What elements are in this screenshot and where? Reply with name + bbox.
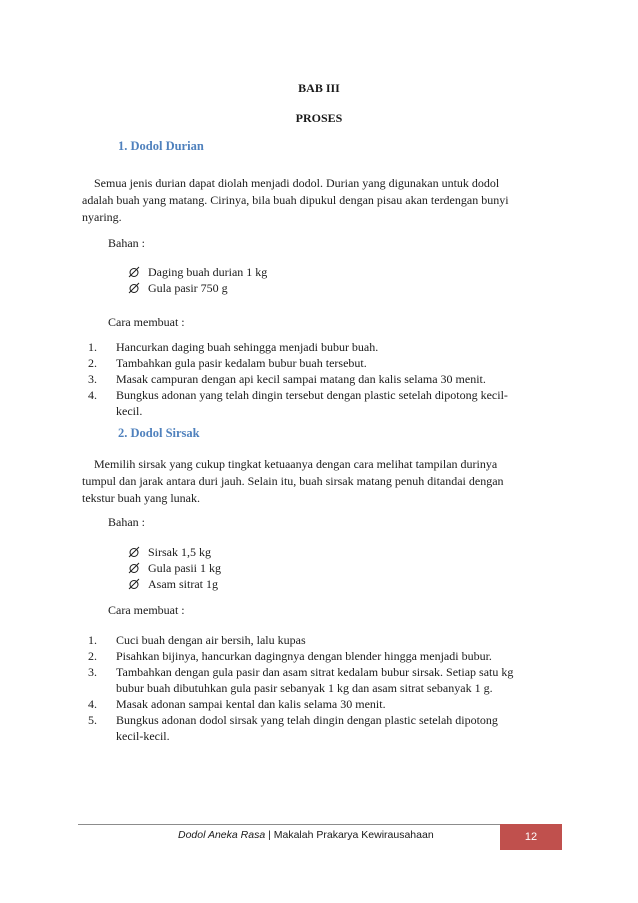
empty-set-check-icon xyxy=(128,546,140,558)
list-item xyxy=(88,371,548,387)
step-text: Pisahkan bijinya, hancurkan dagingnya dengan blender hingga menjadi bubur. xyxy=(116,649,492,663)
list-item xyxy=(128,544,221,560)
step-number: 1. xyxy=(88,633,97,647)
bahan-item: Asam sitrat 1g xyxy=(148,577,218,591)
list-item xyxy=(88,712,548,744)
empty-set-check-icon xyxy=(128,562,140,574)
step-text-line: Bungkus adonan dodol sirsak yang telah dingin dengan plastic setelah dipotong xyxy=(116,713,498,727)
step-text: Cuci buah dengan air bersih, lalu kupas xyxy=(116,633,306,647)
step-number: 3. xyxy=(88,372,97,386)
step-number: 2. xyxy=(88,649,97,663)
list-item xyxy=(88,696,548,712)
list-item xyxy=(128,264,267,280)
step-text: Masak campuran dengan api kecil sampai matang dan kalis selama 30 menit. xyxy=(116,372,486,386)
list-item xyxy=(88,355,548,371)
list-item xyxy=(88,387,548,419)
steps-list-sirsak xyxy=(88,632,548,744)
step-number: 5. xyxy=(88,713,97,727)
list-item xyxy=(128,576,221,592)
step-text: Tambahkan gula pasir kedalam bubur buah tersebut. xyxy=(116,356,367,370)
list-item xyxy=(128,560,221,576)
footer-subtitle: Makalah Prakarya Kewirausahaan xyxy=(273,829,434,841)
step-text: Masak adonan sampai kental dan kalis selama 30 menit. xyxy=(116,697,386,711)
chapter-title: PROSES xyxy=(295,111,343,125)
bahan-list-sirsak xyxy=(128,544,221,592)
step-text-line: kecil. xyxy=(116,404,143,418)
step-number: 2. xyxy=(88,356,97,370)
bahan-item: Sirsak 1,5 kg xyxy=(148,545,211,559)
step-number: 4. xyxy=(88,388,97,402)
intro-line: Memilih sirsak yang cukup tingkat ketuaanya dengan cara melihat tampilan durinya xyxy=(94,457,498,471)
bahan-item: Gula pasii 1 kg xyxy=(148,561,221,575)
step-number: 4. xyxy=(88,697,97,711)
list-item xyxy=(88,648,548,664)
bahan-item: Daging buah durian 1 kg xyxy=(148,265,268,279)
list-item xyxy=(88,339,548,355)
bahan-item: Gula pasir 750 g xyxy=(148,281,228,295)
intro-line: tekstur buah yang lunak. xyxy=(82,491,200,505)
step-text xyxy=(116,664,548,696)
section-intro-durian xyxy=(82,175,544,226)
empty-set-check-icon xyxy=(128,266,140,278)
section-heading-sirsak: 2. Dodol Sirsak xyxy=(118,426,200,440)
bahan-label: Bahan : xyxy=(108,236,145,250)
list-item xyxy=(88,664,548,696)
step-text-line: Tambahkan dengan gula pasir dan asam sitrat kedalam bubur sirsak. Setiap satu kg xyxy=(116,665,514,679)
section-heading-durian: 1. Dodol Durian xyxy=(118,139,204,153)
page-number-badge xyxy=(500,824,562,850)
list-item xyxy=(128,280,267,296)
step-text-line: bubur buah dibutuhkan gula pasir sebanyak 1 kg dan asam sitrat sebanyak 1 g. xyxy=(116,681,493,695)
section-intro-sirsak xyxy=(82,456,544,507)
list-item xyxy=(88,632,548,648)
step-text-line: Bungkus adonan yang telah dingin tersebut dengan plastic setelah dipotong kecil- xyxy=(116,388,508,402)
footer-divider xyxy=(78,824,562,825)
footer-doc-title: Dodol Aneka Rasa xyxy=(178,829,266,841)
cara-label: Cara membuat : xyxy=(108,315,185,329)
empty-set-check-icon xyxy=(128,282,140,294)
footer-text xyxy=(178,829,434,841)
intro-line: nyaring. xyxy=(82,210,122,224)
step-text-line: kecil-kecil. xyxy=(116,729,170,743)
steps-list-durian xyxy=(88,339,548,419)
empty-set-check-icon xyxy=(128,578,140,590)
bahan-list-durian xyxy=(128,264,267,296)
bahan-label: Bahan : xyxy=(108,515,145,529)
cara-label: Cara membuat : xyxy=(108,603,185,617)
footer-separator: | xyxy=(268,829,271,841)
page-number: 12 xyxy=(524,831,538,843)
step-number: 1. xyxy=(88,340,97,354)
step-text: Hancurkan daging buah sehingga menjadi bubur buah. xyxy=(116,340,379,354)
step-number: 3. xyxy=(88,665,97,679)
step-text xyxy=(116,712,548,744)
intro-line: tumpul dan jarak antara duri jauh. Selain itu, buah sirsak matang penuh ditandai dengan xyxy=(82,474,504,488)
intro-line: Semua jenis durian dapat diolah menjadi dodol. Durian yang digunakan untuk dodol xyxy=(94,176,500,190)
intro-line: adalah buah yang matang. Cirinya, bila buah dipukul dengan pisau akan terdengan bunyi xyxy=(82,193,509,207)
chapter-label: BAB III xyxy=(298,81,340,95)
step-text xyxy=(116,387,548,419)
